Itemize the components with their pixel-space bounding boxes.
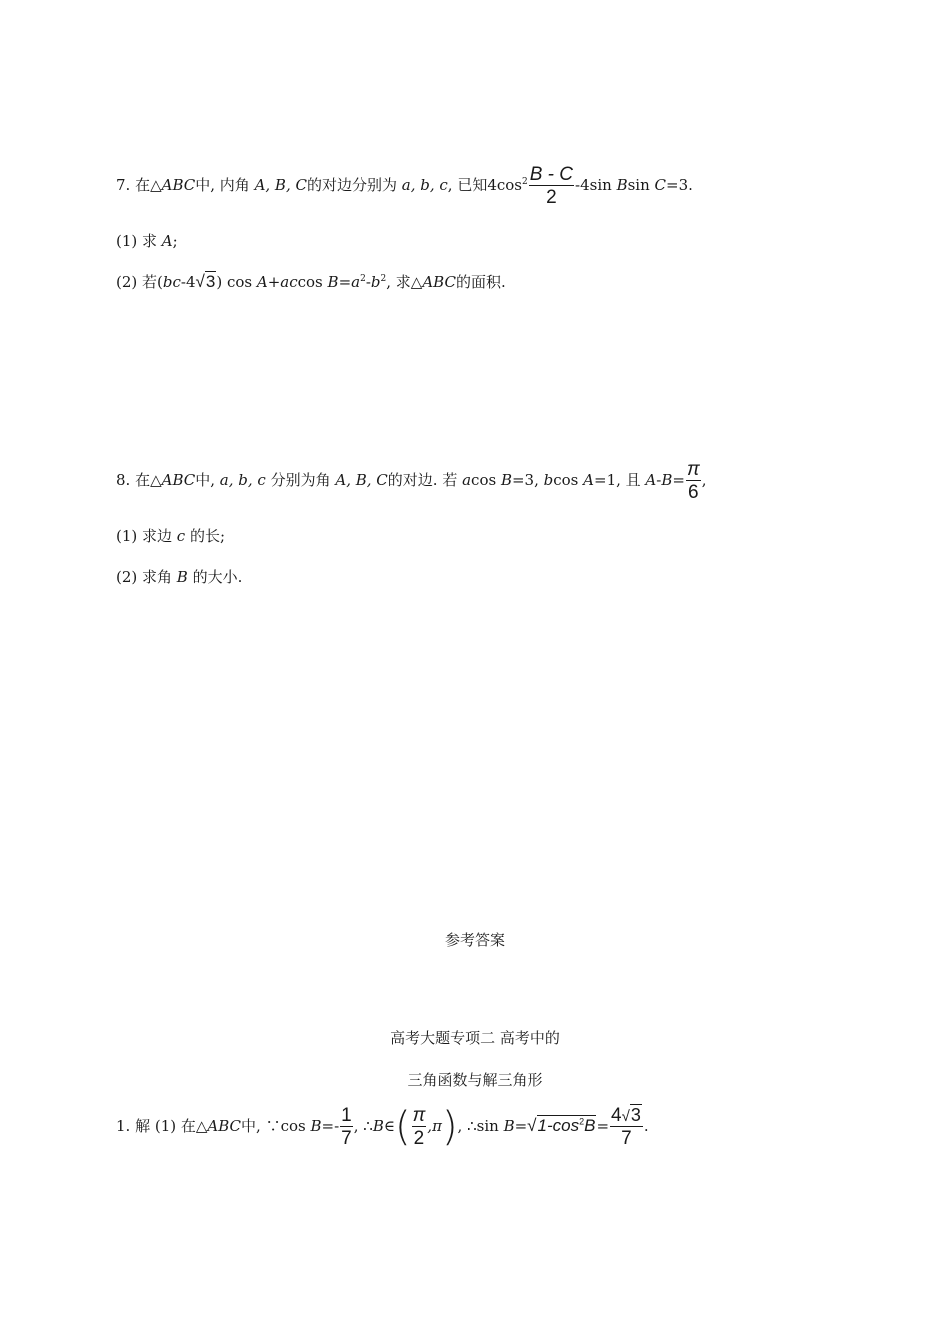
right-paren-icon: ) [441, 1104, 458, 1150]
answers-heading: 参考答案 [444, 931, 505, 949]
fraction-b-minus-c-over-2: $\frac{B - C}{2}$ [529, 164, 574, 208]
fraction-pi-over-6: $\frac{\pi}{6}$ [686, 459, 700, 503]
answers-title-line2: 三角函数与解三角形 [407, 1071, 543, 1089]
fraction-1-over-7: $\frac{1}{7}$ [341, 1105, 352, 1149]
left-paren-icon: ( [394, 1104, 411, 1150]
q8-part1: (1) 求边 c 的长; [116, 527, 226, 545]
q8-part2: (2) 求角 B 的大小. [116, 568, 243, 586]
sqrt-3: √3 [195, 272, 216, 291]
q8-stem: 8. 在△ABC中, a, b, c 分别为角 A, B, C的对边. 若 acos B=3, bcos A=1, 且 A-B= $\frac{\pi}{6}$ , [116, 459, 707, 503]
solution-1: 1. 解 (1) 在△ABC中, ∵cos B=- $\frac{1}{7}$ , ∴B∈( $\frac{\pi}{2}$ ,π), ∴sin $B=√1-\cos^2B=$ $\frac{4√3}{7}$ . [116, 1104, 649, 1150]
sqrt-1-minus-cos2b: $√1-\cos^2B$ [527, 1116, 596, 1135]
fraction-pi-over-2: $\frac{\pi}{2}$ [412, 1105, 426, 1149]
fraction-4-sqrt3-over-7: $\frac{4√3}{7}$ [611, 1105, 641, 1149]
q7-part2: (2) 若(bc-4√3) cos A+accos $B=a^2-b^2$, 求△ABC的面积. [116, 272, 506, 291]
q7-stem: 7. 在△ABC中, 内角 A, B, C的对边分别为 a, b, c, 已知$4\cos^2$ $\frac{B - C}{2}$ -4sin Bsin C=3. [116, 164, 693, 208]
q7-part1: (1) 求 A; [116, 232, 178, 250]
answers-title-line1: 高考大题专项二 高考中的 [390, 1029, 560, 1047]
